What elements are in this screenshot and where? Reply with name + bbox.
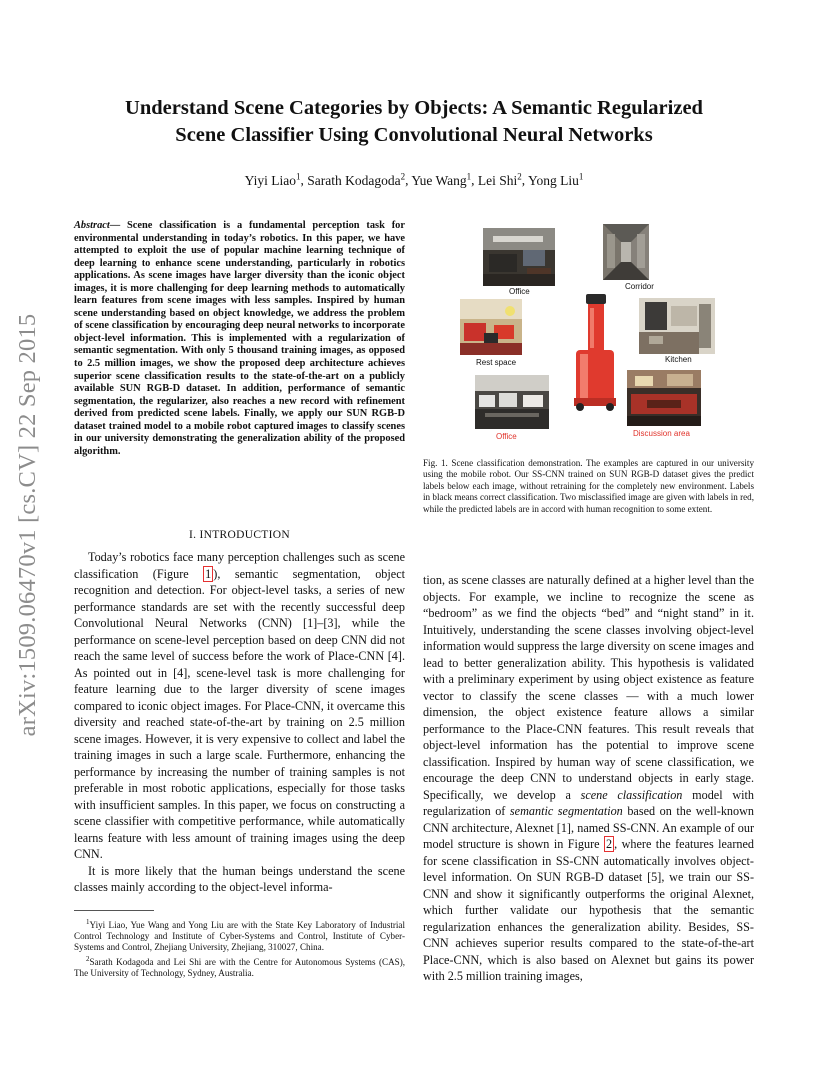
footnote-divider: [74, 910, 154, 911]
arxiv-id-text: arXiv:1509.06470v1 [cs.CV] 22 Sep 2015: [14, 313, 41, 737]
corridor-photo: [603, 224, 649, 280]
abstract-text: — Scene classification is a fundamental perception task for environmental understanding in today’s robotics. In this paper, we have attempted to exploit the use of popular machine learning technique of deep learning to enhance scene understanding, particularly in robotics applications. As scene images have larger diversity than the iconic object images, it is more challenging for deep learning methods to automatically learn features from scene images with less samples. Inspired by human scene understanding based on object knowledge, we address the problem of scene classification by encouraging deep neural networks to incorporate object-level information. This is implemented with a regularization of semantic segmentation. With only 5 thousand training images, as opposed to 2.5 million images, we show the proposed deep architecture achieves superior scene classification results to the state-of-the-art on a publicly available SUN RGB-D dataset. In addition, performance of semantic segmentation, the regularizer, also reaches a new record with refinement derived from predicted scene labels. Finally, we apply our SUN RGB-D dataset trained model to a mobile robot captured images to classify scenes in our university demonstrating the generalization ability of the proposed algorithm.: [74, 220, 405, 457]
kitchen-photo: [639, 298, 715, 354]
label-kitchen: Kitchen: [665, 355, 692, 364]
label-rest-space: Rest space: [476, 358, 517, 367]
footnote-1: $^1$Yiyi Liao, Yue Wang and Yong Liu are with the State Key Laboratory of Industrial Control Technology and Institute of Cyber-Systems and Control, Institute of Cyber-Systems and Control, Zhejiang University, Zhejiang, 310027, China.: [74, 918, 405, 953]
title-line-2: Scene Classifier Using Convolutional Neural Networks: [175, 124, 653, 146]
label-office-bottom-misclassified: Office: [496, 432, 517, 441]
label-discussion-misclassified: Discussion area: [633, 429, 690, 438]
intro-paragraph-1: Today’s robotics face many perception challenges such as scene classification (Figure 1 ), semantic segmentation, object recognition and detection. For object-level tasks, a series of new performance standards are set with the recently successful deep Convolutional Neural Networks (CNN) [1]–[3], while the performance on scene-level perception based on deep CNN did not reach the same level of success before the work of Place-CNN [4]. As pointed out in [4], scene-level task is more challenging for feature learning due to the larger diversity of scene images compared to iconic object images. For Place-CNN, it overcame this diversity and reached state-of-the-art by training on 2.5 million scene images. However, it is very expensive to collect and label the training images in such a large scale. Furthermore, enhancing the performance by increasing the number of training samples is not preferable in most robotic applications, especially for those tasks with insufficient samples. In this paper, we focus on constructing a scene classifier with competitive performance, while automatically learns feature with less amount of training images using the deep CNN.: [74, 550, 405, 861]
intro-paragraph-continued: tion, as scene classes are naturally defined at a higher level than the objects. For example, we incline to recognize the scene as “bedroom” as we find the objects “bed” and “night stand” in it. Intuitively, understanding the scene classes involving object-level information would suppress the large diversity on scene images and lead to better generalization ability. This hypothesis is validated with a preliminary experiment by using object existence as feature vector to classify the scene classes — with a much lower dimension, the object existence feature allows a similar performance to the Place-CNN features. This result reveals that object-level information has the potential to improve scene classification. Inspired by human way of scene classification, we encourage the deep CNN to understand objects in early stage. Specifically, we develop a scene classification model with regularization of semantic segmentation based on the well-known CNN architecture, Alexnet [1], named SS-CNN. An example of our model structure is shown in Figure 2 , where the features learned for scene classification in SS-CNN automatically involves object-level information. On SUN RGB-D dataset [5], we train our SS-CNN and show it significantly outperforms the original Alexnet, which further validate our hypothesis that the semantic regularization enhances the generalization ability. Besides, SS-CNN achieves superior results compared to the state-of-the-art Place-CNN, which is also based on Alexnet but gains its power with 2.5 million training images,: [423, 573, 754, 983]
mobile-robot-image: [566, 290, 622, 412]
author: Lei Shi$^2$: [477, 171, 522, 188]
intro-paragraph-2: It is more likely that the human beings understand the scene classes mainly according to the object-level informa-: [74, 863, 405, 894]
figure-1-link[interactable]: 1: [205, 566, 212, 581]
title-line-1: Understand Scene Categories by Objects: A Semantic Regularized: [125, 97, 703, 119]
figure-caption: Fig. 1. Scene classification demonstration. The examples are captured in our university using the mobile robot. Our SS-CNN trained on SUN RGB-D dataset gives the predict labels below each image, without retraining for the completely new environment. Labels in black means correct classification. Two misclassified image are given with labels in red, while the predicted labels are in accord with human recognition to some extent.: [423, 458, 754, 514]
office-bottom-photo: [475, 375, 549, 429]
rest-space-photo: [460, 299, 522, 355]
intro-left-column: [74, 549, 405, 896]
author: Yong Liu$^1$: [528, 171, 584, 188]
footnote-2: $^2$Sarath Kodagoda and Lei Shi are with the Centre for Autonomous Systems (CAS), The University of Technology, Sydney, Australia.: [74, 955, 405, 979]
abstract: [74, 220, 405, 458]
arxiv-watermark: [10, 290, 46, 760]
abstract-lead: Abstract: [74, 220, 110, 231]
footnotes: [74, 917, 405, 980]
author-list: Yiyi Liao$^1$, Sarath Kodagoda$^2$, Yue Wang$^1$, Lei Shi$^2$, Yong Liu$^1$: [244, 171, 584, 188]
author: Sarath Kodagoda$^2$: [307, 171, 406, 188]
discussion-area-photo: [627, 370, 701, 426]
label-corridor: Corridor: [625, 282, 654, 291]
author: Yiyi Liao$^1$: [244, 171, 301, 188]
intro-right-column: [423, 572, 754, 985]
author: Yue Wang$^1$: [411, 171, 472, 188]
section-heading: I. INTRODUCTION: [189, 529, 290, 541]
label-office-top: Office: [509, 287, 530, 296]
figure-1: [423, 218, 754, 450]
figure-2-link[interactable]: 2: [606, 837, 613, 851]
office-photo: [483, 228, 555, 286]
paper-title: [60, 95, 768, 149]
